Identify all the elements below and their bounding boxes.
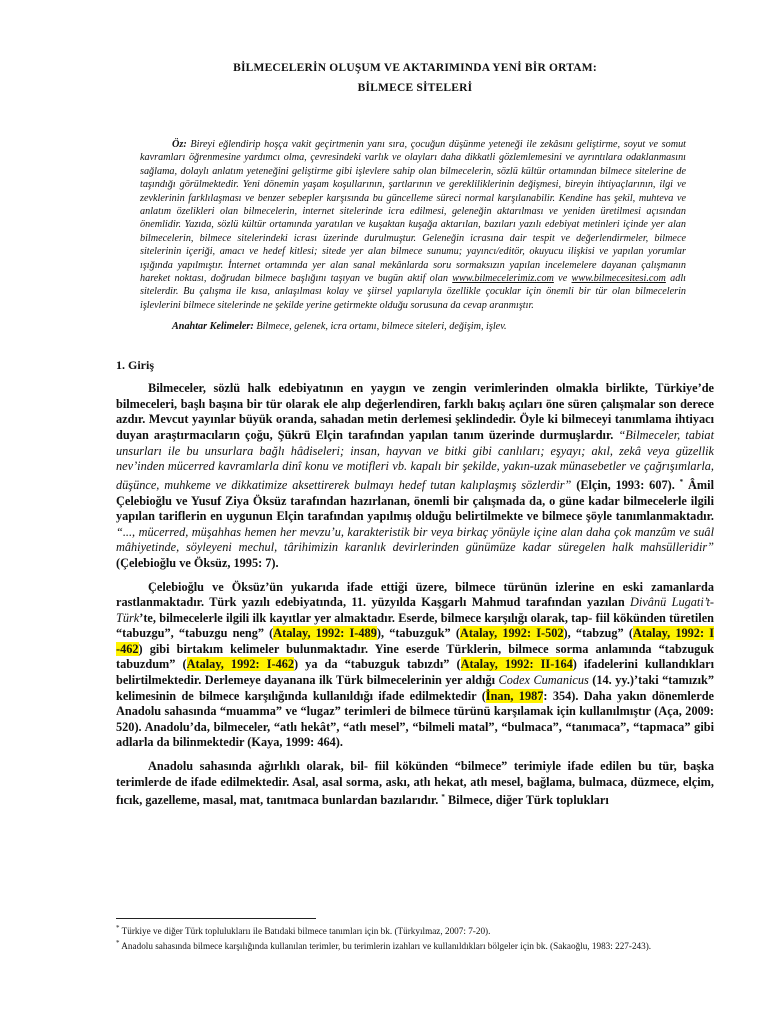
abstract-label: Öz: bbox=[172, 139, 187, 150]
title-line-2: BİLMECE SİTELERİ bbox=[357, 82, 473, 94]
p2-text-b: ’te, bilmecelerle ilgili ilk kayıtlar yer almaktadır. Eserde, bilmece karşılığı olarak, tap- fiil kökünden türetilen “tabuzgu”, “tabuzgu neng” ( bbox=[116, 610, 714, 641]
p1-quote-2: “..., mücerred, müşahhas hemen her mevzu’u, karakteristik bir veya birkaç yönüyle içine alan daha çok manzûm ve suâl mâhiyetinde, söyleyeni mechul, târihimizin karanlık devirlerinden günümüze kadar süregelen halk mahsülleridir” bbox=[116, 524, 714, 555]
footnote-ref-2[interactable]: * bbox=[441, 793, 445, 802]
p2-text-i: : 354). Daha yakın dönemlerde Anadolu sahasında “muamma” ve “lugaz” terimleri de bilmece türünü karşılamak için kullanılmıştır (Aça, 2009: 520). Anadolu’da, bilmeceler, “atlı hekât”, “atlı mesel”, “bilmeli matal”, “bulmaca”, “tanımaca”, “tapmaca” gibi adlarla da bilinmektedir (Kaya, 1999: 464). bbox=[116, 688, 714, 750]
highlight-citation: Atalay, 1992: I -462 bbox=[116, 626, 714, 656]
highlight-citation: İnan, 1987 bbox=[485, 688, 544, 703]
p1-text-a: Bilmeceler, sözlü halk edebiyatının en yaygın ve zengin verimlerinden olmakla birlikte, Türkiye’de bilmeceleri, başlı başına bir tür olarak ele alıp değerlendiren, farklı bakış açıları öne süren çalışmalar son derece azdır. Mevcut yayınlar büyük oranda, sahadan metin derlemesi şeklindedir. Öyle ki bilmeceyi tanımlama ihtiyacı duyan araştırmacıların çoğu, Şükrü Elçin tarafından yapılan tanım üzerinde durmuşlardır. bbox=[116, 381, 714, 443]
p3-text-b: Bilmece, diğer Türk toplukları bbox=[444, 793, 609, 808]
paper-page bbox=[116, 58, 714, 809]
abstract-text-b: ve bbox=[553, 273, 572, 285]
p2-text-c: ), “tabuzguk” ( bbox=[376, 626, 460, 641]
link-bilmecelerimiz[interactable]: www.bilmecelerimiz.com bbox=[452, 273, 554, 285]
p1-text-d: (Çelebioğlu ve Öksüz, 1995: 7). bbox=[116, 555, 279, 570]
highlight-citation: Atalay, 1992: I-462 bbox=[186, 657, 295, 672]
keywords-text: Bilmece, gelenek, icra ortamı, bilmece siteleri, değişim, işlev. bbox=[253, 321, 507, 333]
p2-text-a: Çelebioğlu ve Öksüz’ün yukarıda ifade ettiği üzere, bilmece türünün izlerine en eski zamanlarda rastlanmaktadır. Türk yazılı edebiyatında, 11. yüzyılda Kaşgarlı Mahmud tarafından yazılan bbox=[116, 579, 714, 610]
abstract bbox=[140, 138, 686, 312]
paragraph-1 bbox=[116, 381, 714, 571]
section-heading-intro: 1. Giriş bbox=[116, 358, 154, 373]
footnote-mark: * bbox=[116, 938, 120, 947]
abstract-text-c: adlı sitelerdir. Bu çalışma ile kısa, anlaşılması kolay ve şiirsel yapılarıyla özellikle çocuklar için önemli bir tür olan bilmecelerin işlevlerini bilmece sitelerinde ne şekilde yerine getirmekte olduğu sorusuna da cevap aranmıştır. bbox=[140, 273, 687, 311]
p1-quote: “Bilmeceler, tabiat unsurları ile bu unsurlara bağlı hâdiseleri; insan, hayvan ve bitki gibi canlıları; eşyayı; akıl, zekâ veya güzellik nev’inden mücerred kavramlarla dinî konu ve motifleri vb. kapalı bir şekilde, yakın-uzak münasebetler ve çağrışımlarla, düşünce, muhkeme ve dikkatimize aksettirerek bulmayı hedef tutan kalıplaşmış sözlerdir” bbox=[116, 428, 714, 492]
link-bilmecesitesi[interactable]: www.bilmecesitesi.com bbox=[571, 273, 666, 285]
paragraph-2 bbox=[116, 580, 714, 752]
p2-text-g: ) ifadelerini kullandıkları belirtilmektedir. Derlemeye dayanana ilk Türk bilmecelerinin yer aldığı bbox=[116, 657, 714, 688]
p2-text-f: ) ya da “tabuzguk tabızdı” ( bbox=[294, 657, 461, 672]
keywords-label: Anahtar Kelimeler: bbox=[172, 321, 254, 333]
footnote-text: Türkiye ve diğer Türk topluluklarıı ile Batıdaki bilmece tanımları için bk. (Türkyılmaz, 2007: 7-20). bbox=[119, 926, 491, 937]
p2-text-d: ), “tabzug” ( bbox=[563, 626, 633, 641]
footnotes bbox=[116, 918, 714, 952]
p1-text-b: (Elçin, 1993: 607). bbox=[571, 477, 680, 492]
p1-text-c: Âmil Çelebioğlu ve Yusuf Ziya Öksüz tarafından hazırlanan, önemli bir çalışmada da, o güne kadar bilmecelerle ilgili yapılan tariflerin en uygunun Elçin tarafından yapılmış olduğu belirtilmekte ve bilmece şöyle tanımlanmaktadır. bbox=[116, 477, 714, 524]
p2-book-title: Divânü Lugati’t-Türk bbox=[116, 595, 714, 625]
footnote-mark: * bbox=[116, 924, 120, 932]
p2-codex-title: Codex Cumanicus bbox=[498, 673, 589, 688]
p2-text-h: (14. yy.)’taki “tamızık” kelimesinin de bilmece karşılığında kullanıldığı ifade edilmektedir ( bbox=[116, 673, 715, 703]
p3-text-a: Anadolu sahasında ağırlıklı olarak, bil- fiil kökünden “bilmece” terimiyle ifade edilen bu tür, başka terimlerde de ifade edilmektedir. Asal, asal sorma, askı, atlı hekat, atlı mesel, bağlama, bulmaca, düzmece, elçim, fıcık, gazelleme, masal, mat, tanıtmaca bunlardan bazılarıdır. bbox=[116, 759, 714, 808]
abstract-text-a: Bireyi eğlendirip hoşça vakit geçirtmenin yanı sıra, çocuğun düşünme yeteneği ile zekâsını geliştirme, soyut ve somut kavramları öğrenmesine yardımcı olma, çevresindeki varlık ve olayları daha dikkatli gözlemlemesini ve ayrıntılara odaklanmasını sağlama, dolaylı anlatım yeteneğini geliştirme gibi işlevlere sahip olan bilmecelerin, sözlü kültür ortamından bilmece sitelerine de taşındığı görülmektedir. Yeni dönemin yaşam koşullarının, şartlarının ve gerekliliklerinin değişmesi, bireyin ihtiyaçlarının, ilgi ve zevklerinin farklılaşması ve benzer sebepler karşısında bu güncelleme süreci normal karşılanabilir. Kendine has şekil, muhteva ve anlatım özelikleri olan bilmecelerin, internet sitelerinde icra edilmesi, geleneğin aktarılması ve yeniden üretilmesi açısından önemlidir. Yazıda, sözlü kültür ortamında yaratılan ve kuşaktan kuşağa aktarılan, bazıları yazılı edebiyat metinleri içinde yer alan bilmecelerin, bilmece sitelerindeki icrası üzerinde durulmuştur. Geleneğin icrasına dair tespit ve değerlendirmeler, bilmece sitelerinin içeriği, amacı ve hedef kitlesi; sitede yer alan bilmece sunumu; yayıncı/editör, okuyucu ilişkisi ve yapılan yorumlar ışığında yapılmıştır. İnternet ortamında yer alan sanal mekânlarda soru sormaksızın yapılan incelemelere dayanan çalışmanın hareket noktası, doğrudan bilmece başlığını taşıyan ve bugün aktif olan bbox=[140, 139, 686, 285]
footnote-divider bbox=[116, 918, 316, 919]
paragraph-3 bbox=[116, 759, 714, 809]
title-line-1: BİLMECELERİN OLUŞUM VE AKTARIMINDA YENİ BİR ORTAM: bbox=[233, 62, 597, 74]
highlight-citation: Atalay, 1992: II-164 bbox=[460, 657, 573, 672]
highlight-citation: Atalay, 1992: I-502 bbox=[459, 626, 564, 641]
footnote-2 bbox=[116, 938, 714, 953]
footnote-1 bbox=[116, 923, 714, 938]
footnote-ref-1[interactable]: * bbox=[679, 477, 684, 486]
p2-text-e: ) gibi birtakım kelimeler bulunmaktadır. Yine eserde Türklerin, bilmece sorma anlamında “tabzuguk tabuzdum” ( bbox=[116, 641, 714, 672]
keywords bbox=[140, 321, 686, 332]
footnote-text: Anadolu sahasında bilmece karşılığında kullanılan terimler, bu terimlerin izahları ve kullanıldıkları bölgeler için bk. (Sakaoğlu, 1983: 227-243). bbox=[119, 940, 652, 951]
highlight-citation: Atalay, 1992: I-489 bbox=[273, 626, 377, 641]
paper-title bbox=[116, 58, 714, 98]
